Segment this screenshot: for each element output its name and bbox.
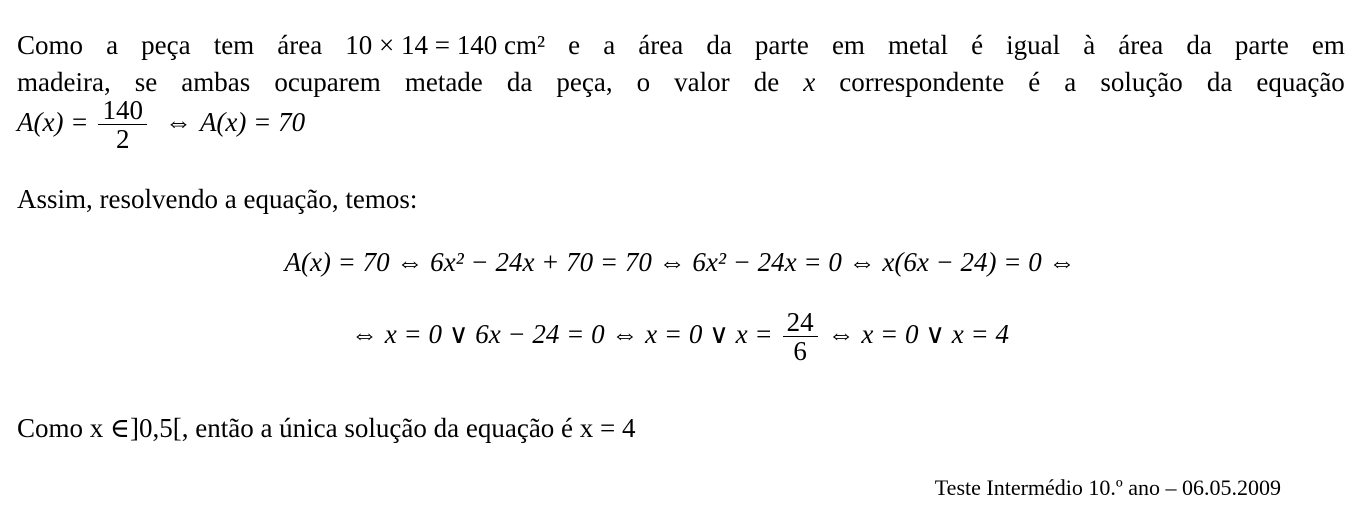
- word: correspondente: [839, 67, 1005, 97]
- fraction-24-over-6: [783, 308, 818, 366]
- word: de: [753, 67, 780, 97]
- word: o: [636, 67, 651, 97]
- word: área: [638, 30, 684, 60]
- word: se: [134, 67, 158, 97]
- word: da: [1206, 67, 1233, 97]
- paragraph1-equation: [17, 96, 305, 154]
- conclusion: Como x ∈]0,5[, então a única solução da equação é x = 4: [17, 413, 636, 443]
- word: a: [603, 30, 616, 60]
- fraction-140-over-2: [98, 96, 147, 154]
- equation-rhs: A(x) = 70: [199, 107, 306, 138]
- paragraph1-line2: [17, 67, 1345, 98]
- word: metade: [404, 67, 483, 97]
- word: é: [1028, 67, 1041, 97]
- fraction-denominator: 2: [115, 124, 130, 155]
- word: área: [1118, 30, 1164, 60]
- derivation-line2-left: ⇔ x = 0 ∨ 6x − 24 = 0 ⇔ x = 0 ∨ x =: [351, 319, 773, 350]
- word: área: [277, 30, 323, 60]
- derivation-line1: A(x) = 70 ⇔ 6x² − 24x + 70 = 70 ⇔ 6x² − 24x = 0 ⇔ x(6x − 24) = 0 ⇔: [284, 247, 1076, 277]
- word: é: [971, 30, 984, 60]
- derivation-line2: [0, 308, 1360, 366]
- word: parte: [1234, 30, 1289, 60]
- word: da: [706, 30, 732, 60]
- word: metal: [888, 30, 948, 60]
- fraction-denominator: 6: [793, 336, 807, 367]
- word: a: [106, 30, 119, 60]
- paragraph2: Assim, resolvendo a equação, temos:: [17, 184, 418, 214]
- word: valor: [674, 67, 730, 97]
- word: e: [568, 30, 581, 60]
- word: madeira,: [17, 67, 111, 97]
- fraction-numerator: 24: [783, 308, 818, 337]
- source-reference: Teste Intermédio 10.º ano – 06.05.2009: [934, 475, 1281, 500]
- word: tem: [213, 30, 255, 60]
- word: da: [1186, 30, 1212, 60]
- fraction-numerator: 140: [98, 96, 147, 125]
- equation-lhs: A(x) =: [17, 107, 89, 138]
- word: em: [1311, 30, 1345, 60]
- word: igual: [1006, 30, 1061, 60]
- word: ocuparem: [274, 67, 381, 97]
- iff-symbol: ⇔: [164, 107, 192, 138]
- word: Como: [17, 30, 84, 60]
- word: solução: [1100, 67, 1183, 97]
- word: à: [1083, 30, 1096, 60]
- word: peça: [141, 30, 191, 60]
- word: ambas: [181, 67, 251, 97]
- derivation-line2-right: ⇔ x = 0 ∨ x = 4: [827, 319, 1009, 350]
- word: da: [506, 67, 533, 97]
- word: a: [1064, 67, 1077, 97]
- paragraph1-line1: [17, 30, 1345, 61]
- word: 10 × 14 = 140 cm²: [345, 30, 546, 60]
- word: parte: [754, 30, 809, 60]
- word: equação: [1256, 67, 1345, 97]
- word: x: [803, 67, 816, 97]
- word: peça,: [556, 67, 613, 97]
- word: em: [831, 30, 865, 60]
